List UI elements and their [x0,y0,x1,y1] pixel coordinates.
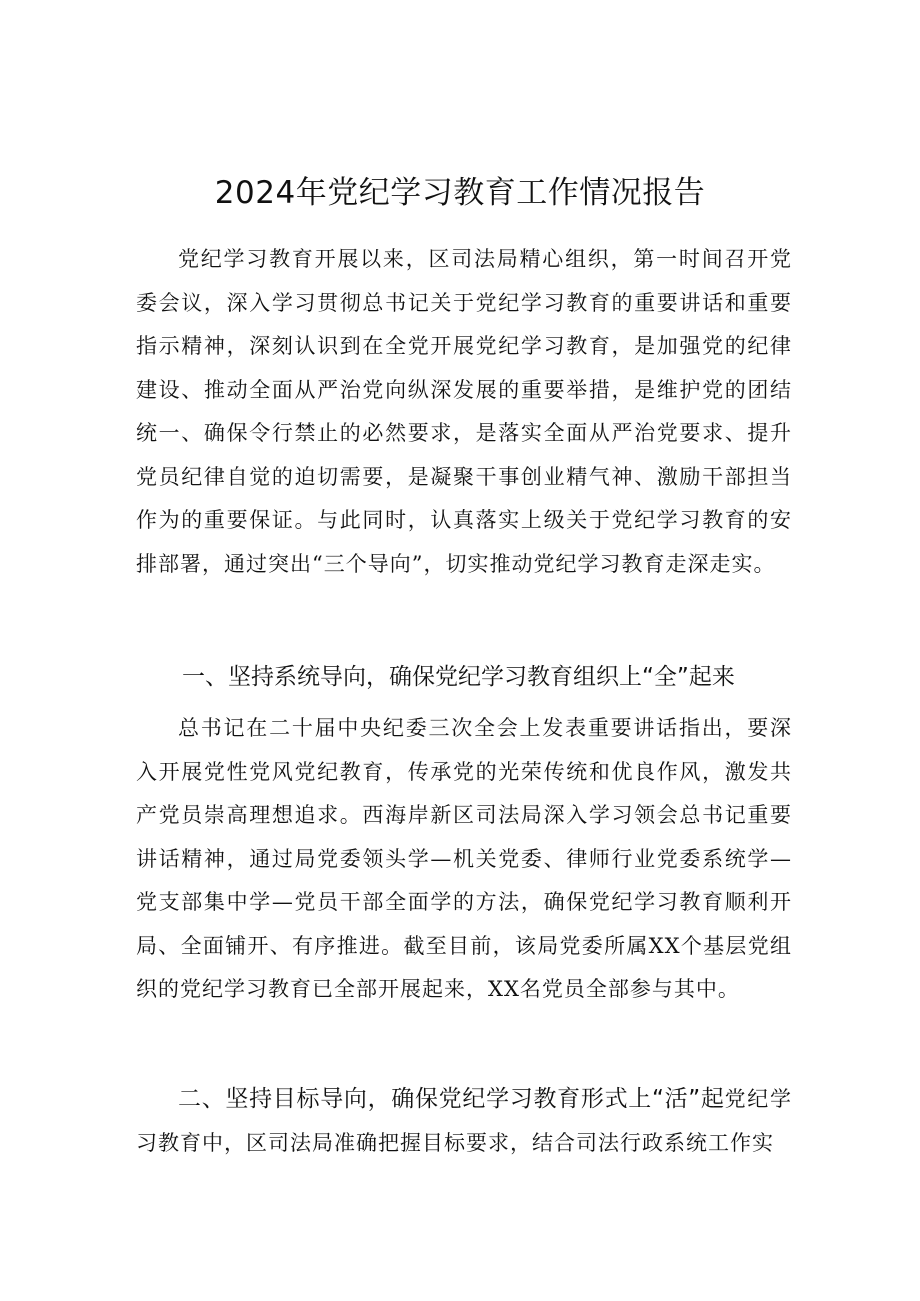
intro-paragraph: 党纪学习教育开展以来，区司法局精心组织，第一时间召开党委会议，深入学习贯彻总书记关于党纪学习教育的重要讲话和重要指示精神，深刻认识到在全党开展党纪学习教育，是加强党的纪律建设、推动全面从严治党向纵深发展的重要举措，是维护党的团结统一、确保令行禁止的必然要求，是落实全面从严治党要求、提升党员纪律自觉的迫切需要，是凝聚干事创业精气神、激励干部担当作为的重要保证。与此同时，认真落实上级关于党纪学习教育的安排部署，通过突出“三个导向”，切实推动党纪学习教育走深走实。 [136,247,792,576]
section-1-paragraph: 总书记在二十届中央纪委三次全会上发表重要讲话指出，要深入开展党性党风党纪教育，传承党的光荣传统和优良作风，激发共产党员崇高理想追求。西海岸新区司法局深入学习领会总书记重要讲话精神，通过局党委领头学—机关党委、律师行业党委系统学—党支部集中学—党员干部全面学的方法，确保党纪学习教育顺利开局、全面铺开、有序推进。截至目前，该局党委所属XX个基层党组织的党纪学习教育已全部开展起来，XX名党员全部参与其中。 [136,716,792,1001]
document-title: 2024年党纪学习教育工作情况报告 [214,175,706,211]
section-2-block [136,1078,792,1165]
section-2-heading: 二、坚持目标导向，确保党纪学习教育形式上“活”起 [178,1086,725,1112]
section-2-paragraph: 党纪学习教育中，区司法局准确把握目标要求，结合司法行政系统工作实 [136,1087,792,1155]
section-1-heading: 一、坚持系统导向，确保党纪学习教育组织上“全”起来 [182,664,735,690]
